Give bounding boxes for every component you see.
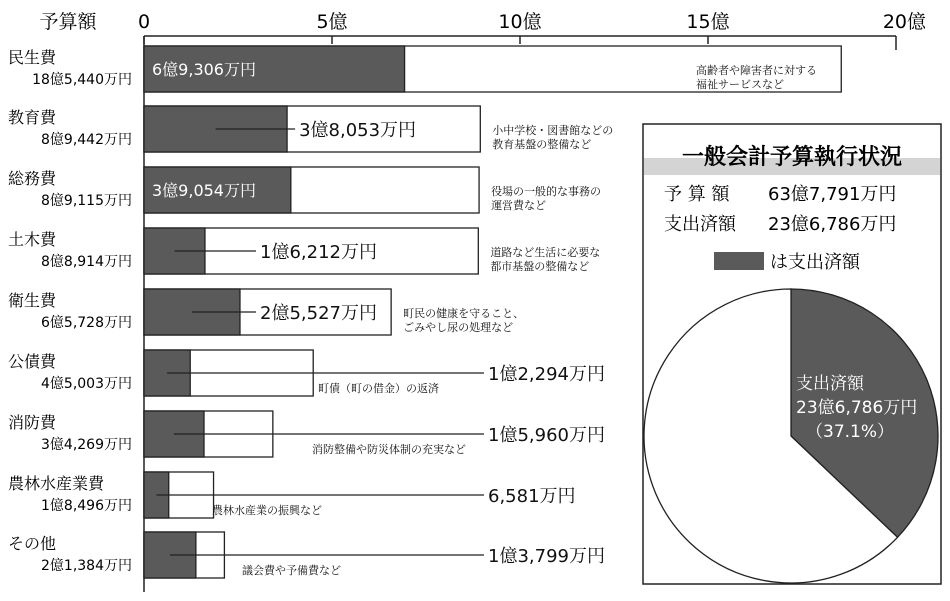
bar-row — [8, 106, 613, 152]
category-name: 農林水産業費 — [8, 474, 105, 493]
category-name: 公債費 — [8, 352, 57, 371]
category-name: 土木費 — [8, 230, 57, 249]
panel-spent-label: 支出済額 — [664, 214, 736, 235]
category-name: 民生費 — [8, 48, 57, 67]
category-description: 農林水産業の振興など — [212, 504, 322, 517]
category-name: 衛生費 — [8, 291, 57, 310]
bar-row — [8, 472, 576, 518]
pie-chart — [644, 289, 938, 583]
category-description: 町債（町の借金）の返済 — [318, 382, 439, 395]
category-name: 総務費 — [8, 169, 57, 188]
category-description: 高齢者や障害者に対する — [696, 64, 817, 77]
category-name: 消防費 — [8, 413, 57, 432]
category-description: 小中学校・図書館などの — [492, 124, 614, 137]
spent-value-label: 6,581万円 — [488, 486, 576, 507]
execution-panel — [643, 124, 941, 584]
bar-row — [8, 167, 601, 213]
category-budget-label: 1億8,496万円 — [41, 498, 132, 514]
category-description: 議会費や予備費など — [242, 564, 341, 577]
panel-budget-label: 予 算 額 — [664, 184, 730, 205]
category-description: 教育基盤の整備など — [492, 138, 592, 151]
category-name: 教育費 — [8, 108, 57, 127]
category-description: 役場の一般的な事務の — [491, 185, 602, 198]
category-description: 消防整備や防災体制の充実など — [312, 443, 466, 456]
category-description: 道路など生活に必要な — [490, 246, 601, 259]
spent-value-label: 6億9,306万円 — [152, 60, 256, 79]
panel-title: 一般会計予算執行状況 — [681, 145, 903, 170]
category-budget-label: 6億5,728万円 — [41, 315, 132, 331]
axis-title: 予算額 — [39, 11, 97, 33]
category-name: その他 — [8, 534, 57, 553]
spent-value-label: 1億2,294万円 — [488, 364, 605, 385]
category-description: 町民の健康を守ること、 — [403, 307, 525, 320]
spent-value-label: 1億3,799万円 — [488, 546, 605, 567]
bar-row — [8, 350, 605, 396]
bar-row — [8, 228, 600, 274]
pie-label-amount: 23億6,786万円 — [796, 398, 918, 418]
x-tick-label: 20億 — [882, 11, 926, 33]
category-description: 福祉サービスなど — [696, 78, 784, 91]
category-description: 都市基盤の整備など — [490, 260, 590, 273]
legend-swatch — [714, 252, 764, 270]
category-budget-label: 8億9,442万円 — [41, 132, 132, 148]
category-budget-label: 2億1,384万円 — [41, 558, 132, 574]
pie-label-percent: （37.1%） — [806, 422, 895, 442]
panel-budget-value: 63億7,791万円 — [768, 184, 897, 205]
category-budget-label: 8億9,115万円 — [41, 193, 132, 209]
pie-label-name: 支出済額 — [796, 374, 864, 394]
x-tick-label: 10億 — [498, 11, 542, 33]
bar-row — [8, 46, 841, 92]
category-budget-label: 8億8,914万円 — [41, 254, 132, 270]
legend-text: は支出済額 — [770, 252, 860, 273]
spent-value-label: 1億5,960万円 — [488, 425, 605, 446]
x-tick-label: 5億 — [316, 11, 348, 33]
spent-value-label: 3億8,053万円 — [299, 120, 417, 141]
x-tick-label: 15億 — [686, 11, 730, 33]
category-budget-label: 3億4,269万円 — [41, 437, 132, 453]
spent-value-label: 1億6,212万円 — [260, 242, 377, 263]
spent-value-label: 2億5,527万円 — [260, 303, 377, 324]
category-description: ごみやし尿の処理など — [403, 321, 514, 334]
bar-row — [8, 289, 524, 335]
bar-row — [8, 532, 605, 578]
x-tick-label: 0 — [137, 11, 151, 33]
category-description: 運営費など — [491, 199, 547, 212]
spent-value-label: 3億9,054万円 — [152, 181, 256, 200]
category-budget-label: 4億5,003万円 — [41, 376, 132, 392]
category-budget-label: 18億5,440万円 — [32, 72, 132, 88]
panel-spent-value: 23億6,786万円 — [768, 214, 897, 235]
bar-row — [8, 411, 605, 457]
